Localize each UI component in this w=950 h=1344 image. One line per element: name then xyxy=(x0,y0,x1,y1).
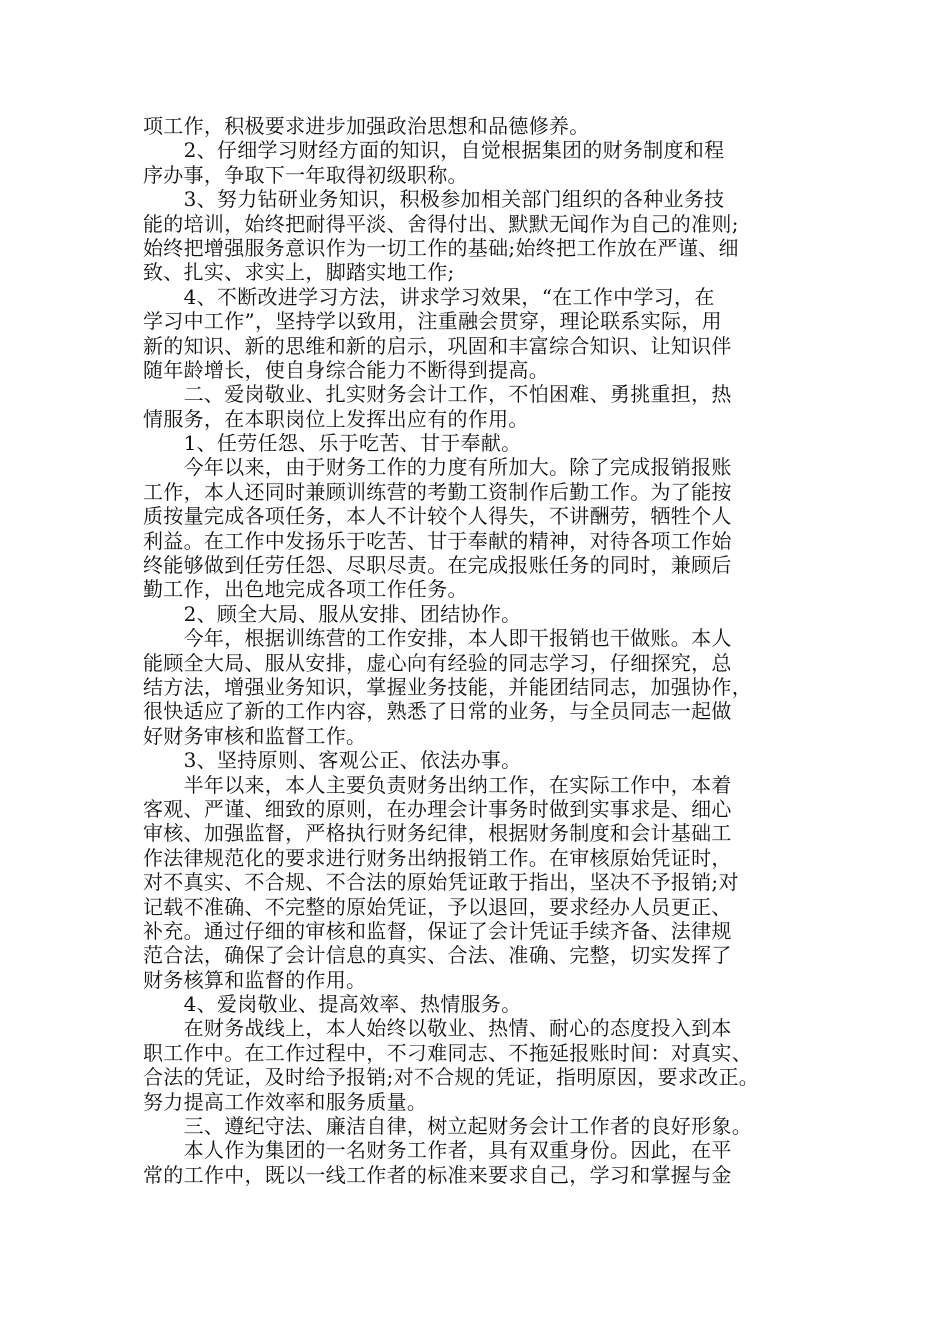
text-line: 利益。在工作中发扬乐于吃苦、甘于奉献的精神，对待各项工作始 xyxy=(143,528,732,553)
text-line: 常的工作中，既以一线工作者的标准来要求自己，学习和掌握与金 xyxy=(143,1162,732,1187)
text-line: 致、扎实、求实上，脚踏实地工作; xyxy=(143,260,455,285)
text-line: 结方法，增强业务知识，掌握业务技能，并能团结同志，加强协作， xyxy=(143,674,752,699)
text-line: 补充。通过仔细的审核和监督，保证了会计凭证手续齐备、法律规 xyxy=(143,918,732,943)
text-line: 学习中工作”，坚持学以致用，注重融会贯穿，理论联系实际，用 xyxy=(143,309,722,334)
text-line: 二、爱岗敬业、扎实财务会计工作，不怕困难、勇挑重担，热 xyxy=(143,382,732,407)
text-line: 记载不准确、不完整的原始凭证，予以退回，要求经办人员更正、 xyxy=(143,894,732,919)
text-line: 能顾全大局、服从安排，虚心向有经验的同志学习，仔细探究，总 xyxy=(143,650,732,675)
text-line: 合法的凭证，及时给予报销;对不合规的凭证，指明原因，要求改正。 xyxy=(143,1065,760,1090)
text-line: 作法律规范化的要求进行财务出纳报销工作。在审核原始凭证时， xyxy=(143,845,732,870)
text-line: 范合法，确保了会计信息的真实、合法、准确、完整，切实发挥了 xyxy=(143,943,732,968)
text-line: 1、任劳任怨、乐于吃苦、甘于奉献。 xyxy=(143,431,522,456)
text-line: 4、爱岗敬业、提高效率、热情服务。 xyxy=(143,992,522,1017)
text-line: 勤工作，出色地完成各项工作任务。 xyxy=(143,577,468,602)
text-line: 客观、严谨、细致的原则，在办理会计事务时做到实事求是、细心 xyxy=(143,796,732,821)
text-line: 项工作，积极要求进步加强政治思想和品德修养。 xyxy=(143,114,590,138)
text-line: 3、坚持原则、客观公正、依法办事。 xyxy=(143,748,522,773)
document-body xyxy=(143,114,823,1187)
text-line: 序办事，争取下一年取得初级职称。 xyxy=(143,162,468,187)
text-line: 在财务战线上，本人始终以敬业、热情、耐心的态度投入到本 xyxy=(143,1016,732,1041)
text-line: 今年以来，由于财务工作的力度有所加大。除了完成报销报账 xyxy=(143,455,732,480)
text-line: 三、遵纪守法、廉洁自律，树立起财务会计工作者的良好形象。 xyxy=(143,1114,752,1139)
text-line: 半年以来，本人主要负责财务出纳工作，在实际工作中，本着 xyxy=(143,772,732,797)
text-line: 财务核算和监督的作用。 xyxy=(143,967,367,992)
text-line: 职工作中。在工作过程中，不刁难同志、不拖延报账时间：对真实、 xyxy=(143,1040,752,1065)
text-line: 始终把增强服务意识作为一切工作的基础;始终把工作放在严谨、细 xyxy=(143,235,739,260)
text-line: 3、努力钻研业务知识，积极参加相关部门组织的各种业务技 xyxy=(143,187,725,212)
text-line: 对不真实、不合规、不合法的原始凭证敢于指出，坚决不予报销;对 xyxy=(143,870,739,895)
text-line: 努力提高工作效率和服务质量。 xyxy=(143,1089,428,1114)
text-line: 好财务审核和监督工作。 xyxy=(143,723,367,748)
text-line: 终能够做到任劳任怨、尽职尽责。在完成报账任务的同时，兼顾后 xyxy=(143,553,732,578)
text-line: 工作，本人还同时兼顾训练营的考勤工资制作后勤工作。为了能按 xyxy=(143,479,732,504)
text-line: 质按量完成各项任务，本人不计较个人得失，不讲酬劳，牺牲个人 xyxy=(143,504,732,529)
text-line: 情服务，在本职岗位上发挥出应有的作用。 xyxy=(143,406,529,431)
text-line: 随年龄增长，使自身综合能力不断得到提高。 xyxy=(143,357,549,382)
text-line: 审核、加强监督，严格执行财务纪律，根据财务制度和会计基础工 xyxy=(143,821,732,846)
text-line: 本人作为集团的一名财务工作者，具有双重身份。因此，在平 xyxy=(143,1138,732,1163)
text-line: 能的培训，始终把耐得平淡、舍得付出、默默无闻作为自己的准则; xyxy=(143,211,739,236)
text-line: 4、不断改进学习方法，讲求学习效果，“在工作中学习，在 xyxy=(143,284,715,309)
text-line: 新的知识、新的思维和新的启示，巩固和丰富综合知识、让知识伴 xyxy=(143,333,732,358)
text-line: 很快适应了新的工作内容，熟悉了日常的业务，与全员同志一起做 xyxy=(143,699,732,724)
text-line: 2、仔细学习财经方面的知识，自觉根据集团的财务制度和程 xyxy=(143,138,725,163)
text-line: 今年，根据训练营的工作安排，本人即干报销也干做账。本人 xyxy=(143,626,732,651)
text-line: 2、顾全大局、服从安排、团结协作。 xyxy=(143,601,522,626)
